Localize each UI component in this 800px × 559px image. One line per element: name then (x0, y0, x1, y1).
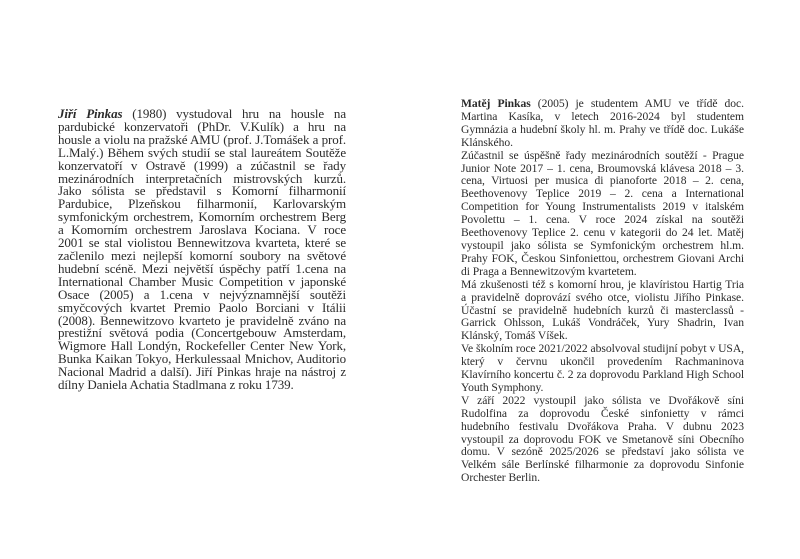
bio-paragraph-2: Zúčastnil se úspěšně řady mezinárodních soutěží - Prague Junior Note 2017 – 1. cena, Broumovská klávesa 2018 – 3. cena, Virtuosi per musica di pianoforte 2018 – 2. cena, Beethovenovy Teplice 2019 – 2. cena a International Competition for Young Instrumentalists 2019 v italském Povolettu – 1. cena. V roce 2024 získal na soutěži Beethovenovy Teplice 2. cenu v kategorii do 24 let. Matěj vystoupil jako sólista se Symfonickým orchestrem hl.m. Prahy FOK, Českou Sinfoniettou, orchestrem Giovani Archi di Praga a Bennewitzovým kvartetem. (461, 148, 744, 278)
bio-name: Jiří Pinkas (58, 106, 123, 121)
bio-text-1: (2005) je studentem AMU ve třídě doc. Martina Kasíka, v letech 2016-2024 byl studentem Gymnázia a hudební školy hl. m. Prahy ve třídě doc. Lukáše Klánského. (461, 97, 744, 149)
bio-text: (1980) vystudoval hru na housle na pardubické konzervatoři (PhDr. V.Kulík) a hru na housle a violu na pražské AMU (prof. J.Tomášek a prof. L.Malý.) Během svých studií se stal laureátem Soutěže konzervatoří v Ostravě (1999) a zúčastnil se řady mezinárodních interpretačních mistrovských kurzů. Jako sólista se představil s Komorní filharmonií Pardubice, Plzeňskou filharmonií, Karlovarským symfonickým orchestrem, Komorním orchestrem Berg a Komorním orchestrem Jaroslava Kociana. V roce 2001 se stal violistou Bennewitzova kvarteta, které se začlenilo mezi nejlepší komorní soubory na světové hudební scéně. Mezi největší úspěchy patří 1.cena na International Chamber Music Competition v japonské Osace (2005) a 1.cena v nejvýznamnější soutěži smyčcových kvartet Premio Paolo Borciani v Itálii (2008). Bennewitzovo kvarteto je pravidelně zváno na prestižní světová podia (Concertgebouw Amsterdam, Wigmore Hall Londýn, Rockefeller Center New York, Bunka Kaikan Tokyo, Herkulessaal Mnichov, Auditorio Nacional Madrid a další). Jiří Pinkas hraje na nástroj z dílny Daniela Achatia Stadlmana z roku 1739. (58, 106, 346, 393)
bio-matej-pinkas (461, 98, 744, 485)
bio-paragraph-3: Má zkušenosti též s komorní hrou, je klavíristou Hartig Tria a pravidelně doprovází svého otce, violistu Jiřího Pinkase. Účastní se pravidelně hudebních kurzů či masterclassů - Garrick Ohlsson, Lukáš Vondráček, Yury Shadrin, Ivan Klánský, Tomáš Víšek. (461, 277, 744, 343)
bio-paragraph-1 (461, 98, 744, 150)
bio-paragraph-4: Ve školním roce 2021/2022 absolvoval studijní pobyt v USA, který v červnu ukončil provedením Rachmaninova Klavírního koncertu č. 2 za doprovodu Parkland High School Youth Symphony. (461, 342, 744, 394)
bio-paragraph-5: V září 2022 vystoupil jako sólista ve Dvořákově síni Rudolfina za doprovodu České sinfonietty v rámci hudebního festivalu Dvořákova Praha. V dubnu 2023 vystoupil za doprovodu FOK ve Smetanově síni Obecního domu. V sezóně 2025/2026 se představí jako sólista ve Velkém sále Berlínské filharmonie za doprovodu Sinfonie Orchester Berlin. (461, 393, 744, 485)
bio-name: Matěj Pinkas (461, 97, 531, 110)
bio-paragraph (58, 108, 346, 392)
bio-jiri-pinkas (58, 108, 346, 392)
